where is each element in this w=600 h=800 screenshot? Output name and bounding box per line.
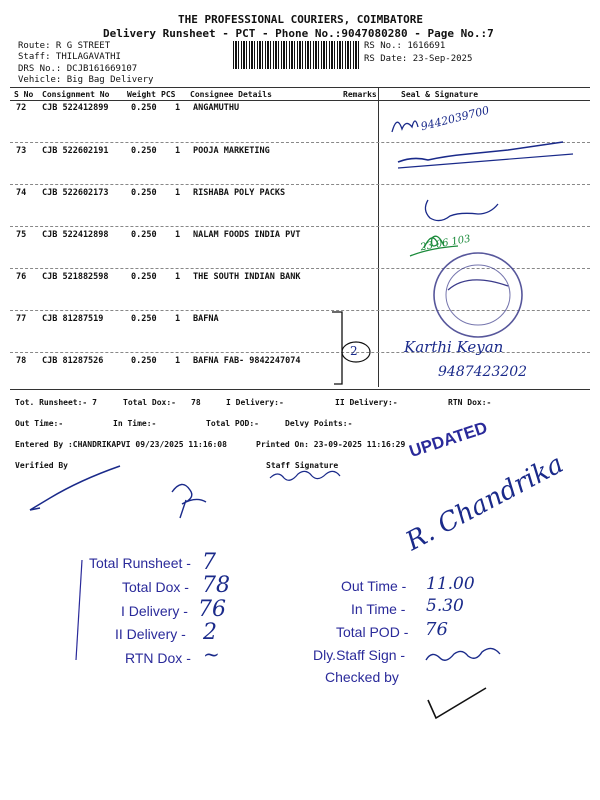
stamp-bracket	[76, 560, 82, 660]
stamp-i-delivery: I Delivery -	[121, 603, 188, 619]
hw-total-runsheet: 7	[202, 550, 216, 575]
stamp-total-pod: Total POD -	[336, 624, 409, 640]
col-sno: S No	[14, 90, 34, 99]
total-pod-label: Total POD:-	[206, 419, 259, 428]
delvy-points-label: Delvy Points:-	[285, 419, 353, 428]
hw-total-dox: 78	[202, 573, 230, 598]
i-delivery-label: I Delivery:-	[226, 398, 284, 407]
route: Route: R G STREET	[18, 41, 111, 51]
signature-72-scribble	[392, 121, 418, 132]
hw-in-time: 5.30	[426, 596, 464, 616]
consignee: RISHABA POLY PACKS	[193, 188, 286, 198]
stamp-in-time: In Time -	[351, 601, 406, 617]
weight: 0.250	[131, 103, 157, 113]
hw-out-time: 11.00	[426, 574, 475, 594]
bank-seal	[434, 253, 522, 337]
runsheet-title: Delivery Runsheet - PCT - Phone No.:9047080280 - Page No.:7	[103, 27, 494, 40]
out-time-label: Out Time:-	[15, 419, 64, 428]
signature-phone-72: 9442039700	[419, 103, 491, 134]
staff: Staff: THILAGAVATHI	[18, 52, 121, 62]
staff-tamil-signature	[270, 471, 340, 480]
staff-signature-scribble	[172, 484, 206, 518]
signature-number-75: 23 06 103	[419, 233, 472, 254]
sno: 72	[16, 103, 27, 113]
verified-by-mark	[30, 466, 120, 510]
pcs: 1	[175, 272, 181, 282]
weight: 0.250	[131, 272, 157, 282]
entered-by: Entered By :CHANDRIKAPVI 09/23/2025 11:16:08	[15, 440, 227, 449]
stamp-checked-by: Checked by	[325, 669, 399, 685]
pcs: 1	[175, 146, 181, 156]
stamp-dly-staff-sign: Dly.Staff Sign -	[313, 647, 406, 663]
pcs: 1	[175, 314, 181, 324]
consignment-no: CJB 522412899	[42, 103, 109, 113]
sno: 75	[16, 230, 27, 240]
in-time-label: In Time:-	[113, 419, 157, 428]
vehicle: Vehicle: Big Bag Delivery	[18, 75, 154, 85]
signature-75-scribble	[410, 236, 458, 256]
total-dox-value: 78	[191, 398, 201, 407]
drs-number: DRS No.: DCJB161669107	[18, 64, 138, 74]
hw-rtn-dox: ~	[203, 642, 220, 666]
col-consignment: Consignment No	[42, 90, 110, 99]
sno: 78	[16, 356, 27, 366]
consignee: THE SOUTH INDIAN BANK	[193, 272, 301, 282]
weight: 0.250	[131, 314, 157, 324]
remarks-bracket	[332, 312, 342, 384]
pcs: 1	[175, 188, 181, 198]
consignee: BAFNA	[193, 314, 219, 324]
dly-staff-sign-scribble	[426, 648, 500, 660]
col-consignee: Consignee Details	[190, 90, 272, 99]
updated-stamp: UPDATED	[406, 417, 490, 462]
weight: 0.250	[131, 230, 157, 240]
hw-ii-delivery: 2	[203, 620, 217, 645]
pcs: 1	[175, 103, 181, 113]
signature-name-78: Karthi Keyan	[404, 338, 504, 356]
total-dox-label: Total Dox:-	[123, 398, 176, 407]
signature-73-scribble	[398, 142, 563, 162]
consignment-no: CJB 522602173	[42, 188, 109, 198]
sno: 76	[16, 272, 27, 282]
staff-signature-label: Staff Signature	[266, 461, 339, 470]
consignment-no: CJB 521882598	[42, 272, 109, 282]
sno: 74	[16, 188, 27, 198]
handwritten-signer: R. Chandrika	[401, 448, 569, 558]
col-remarks: Remarks	[343, 90, 377, 99]
circled-remark-ring	[342, 342, 370, 362]
consignment-no: CJB 522412898	[42, 230, 109, 240]
hw-total-pod: 76	[425, 619, 448, 640]
stamp-rtn-dox: RTN Dox -	[125, 650, 191, 666]
sno: 73	[16, 146, 27, 156]
ii-delivery-label: II Delivery:-	[335, 398, 398, 407]
checked-by-mark	[428, 688, 486, 718]
consignee: POOJA MARKETING	[193, 146, 270, 156]
circled-remark: 2	[350, 344, 358, 358]
consignee: NALAM FOODS INDIA PVT	[193, 230, 301, 240]
weight: 0.250	[131, 188, 157, 198]
stamp-total-runsheet: Total Runsheet -	[89, 555, 191, 571]
rs-date: RS Date: 23-Sep-2025	[364, 54, 473, 64]
verified-by: Verified By	[15, 461, 68, 470]
rtn-dox-label: RTN Dox:-	[448, 398, 492, 407]
consignee: ANGAMUTHU	[193, 103, 240, 113]
consignment-no: CJB 81287526	[42, 356, 104, 366]
hw-i-delivery: 76	[198, 597, 226, 622]
col-pcs: PCS	[161, 90, 176, 99]
signature-phone-78: 9487423202	[438, 364, 528, 380]
printed-on: Printed On: 23-09-2025 11:16:29	[256, 440, 406, 449]
weight: 0.250	[131, 356, 157, 366]
stamp-ii-delivery: II Delivery -	[115, 626, 186, 642]
tot-runsheet: Tot. Runsheet:- 7	[15, 398, 97, 407]
stamp-total-dox: Total Dox -	[122, 579, 189, 595]
pcs: 1	[175, 356, 181, 366]
company-title: THE PROFESSIONAL COURIERS, COIMBATORE	[178, 13, 424, 26]
consignee: BAFNA FAB- 9842247074	[193, 356, 301, 366]
col-weight: Weight	[127, 90, 156, 99]
pcs: 1	[175, 230, 181, 240]
signature-74-scribble	[425, 200, 498, 221]
rs-number: RS No.: 1616691	[364, 41, 446, 51]
sno: 77	[16, 314, 27, 324]
stamp-out-time: Out Time -	[341, 578, 407, 594]
consignment-no: CJB 81287519	[42, 314, 104, 324]
col-seal: Seal & Signature	[401, 90, 479, 99]
weight: 0.250	[131, 146, 157, 156]
consignment-no: CJB 522602191	[42, 146, 109, 156]
